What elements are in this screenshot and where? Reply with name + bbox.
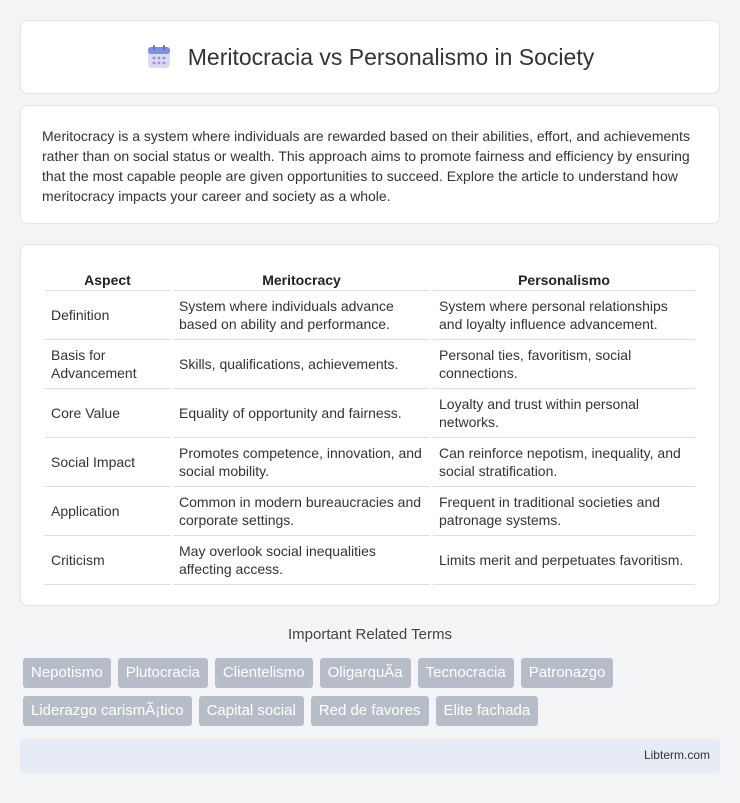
table-row (45, 536, 695, 585)
table-cell: Common in modern bureaucracies and corporate settings. (173, 487, 430, 536)
table-cell: Can reinforce nepotism, inequality, and social stratification. (433, 438, 695, 487)
term-tag[interactable]: OligarquÃa (320, 658, 411, 688)
table-cell: Social Impact (45, 438, 170, 487)
header-card (20, 20, 720, 94)
table-cell: Personal ties, favoritism, social connections. (433, 340, 695, 389)
table-cell: May overlook social inequalities affecting access. (173, 536, 430, 585)
table-cell: Application (45, 487, 170, 536)
term-tag[interactable]: Liderazgo carismÃ¡tico (23, 696, 192, 726)
table-cell: Limits merit and perpetuates favoritism. (433, 536, 695, 585)
comparison-table-card (20, 244, 720, 606)
table-row (45, 291, 695, 340)
intro-card (20, 105, 720, 224)
table-cell: Basis for Advancement (45, 340, 170, 389)
term-tag[interactable]: Red de favores (311, 696, 429, 726)
term-tag[interactable]: Patronazgo (521, 658, 614, 688)
table-cell: Loyalty and trust within personal networks. (433, 389, 695, 438)
title-wrap (146, 44, 594, 71)
term-tag[interactable]: Tecnocracia (418, 658, 514, 688)
table-row (45, 389, 695, 438)
table-cell: Definition (45, 291, 170, 340)
term-tag[interactable]: Capital social (199, 696, 304, 726)
column-header: Meritocracy (173, 265, 430, 291)
table-cell: Criticism (45, 536, 170, 585)
term-tag[interactable]: Nepotismo (23, 658, 111, 688)
column-header: Personalismo (433, 265, 695, 291)
intro-text: Meritocracy is a system where individuals are rewarded based on their abilities, effort, and achievements rather than on social status or wealth. This approach aims to promote fairness and efficiency by ensuring that the most capable people are given opportunities to succeed. Explore the article to understand how meritocracy impacts your career and society as a whole. (42, 128, 690, 204)
term-tag[interactable]: Plutocracia (118, 658, 208, 688)
table-row (45, 487, 695, 536)
table-cell: Skills, qualifications, achievements. (173, 340, 430, 389)
table-row (45, 340, 695, 389)
footer-brand-link[interactable]: Libterm.com (643, 748, 710, 762)
table-cell: Equality of opportunity and fairness. (173, 389, 430, 438)
comparison-table (42, 265, 698, 585)
calendar-icon (146, 44, 172, 70)
table-header-row (45, 265, 695, 291)
table-cell: System where individuals advance based on ability and performance. (173, 291, 430, 340)
column-header: Aspect (45, 265, 170, 291)
table-cell: Promotes competence, innovation, and social mobility. (173, 438, 430, 487)
related-terms-list (23, 658, 723, 726)
table-row (45, 438, 695, 487)
page-title: Meritocracia vs Personalismo in Society (187, 43, 595, 70)
related-terms-title: Important Related Terms (288, 626, 452, 643)
table-cell: System where personal relationships and loyalty influence advancement. (433, 291, 695, 340)
table-cell: Frequent in traditional societies and patronage systems. (433, 487, 695, 536)
table-cell: Core Value (45, 389, 170, 438)
term-tag[interactable]: Clientelismo (215, 658, 313, 688)
term-tag[interactable]: Elite fachada (436, 696, 539, 726)
footer (20, 739, 720, 773)
